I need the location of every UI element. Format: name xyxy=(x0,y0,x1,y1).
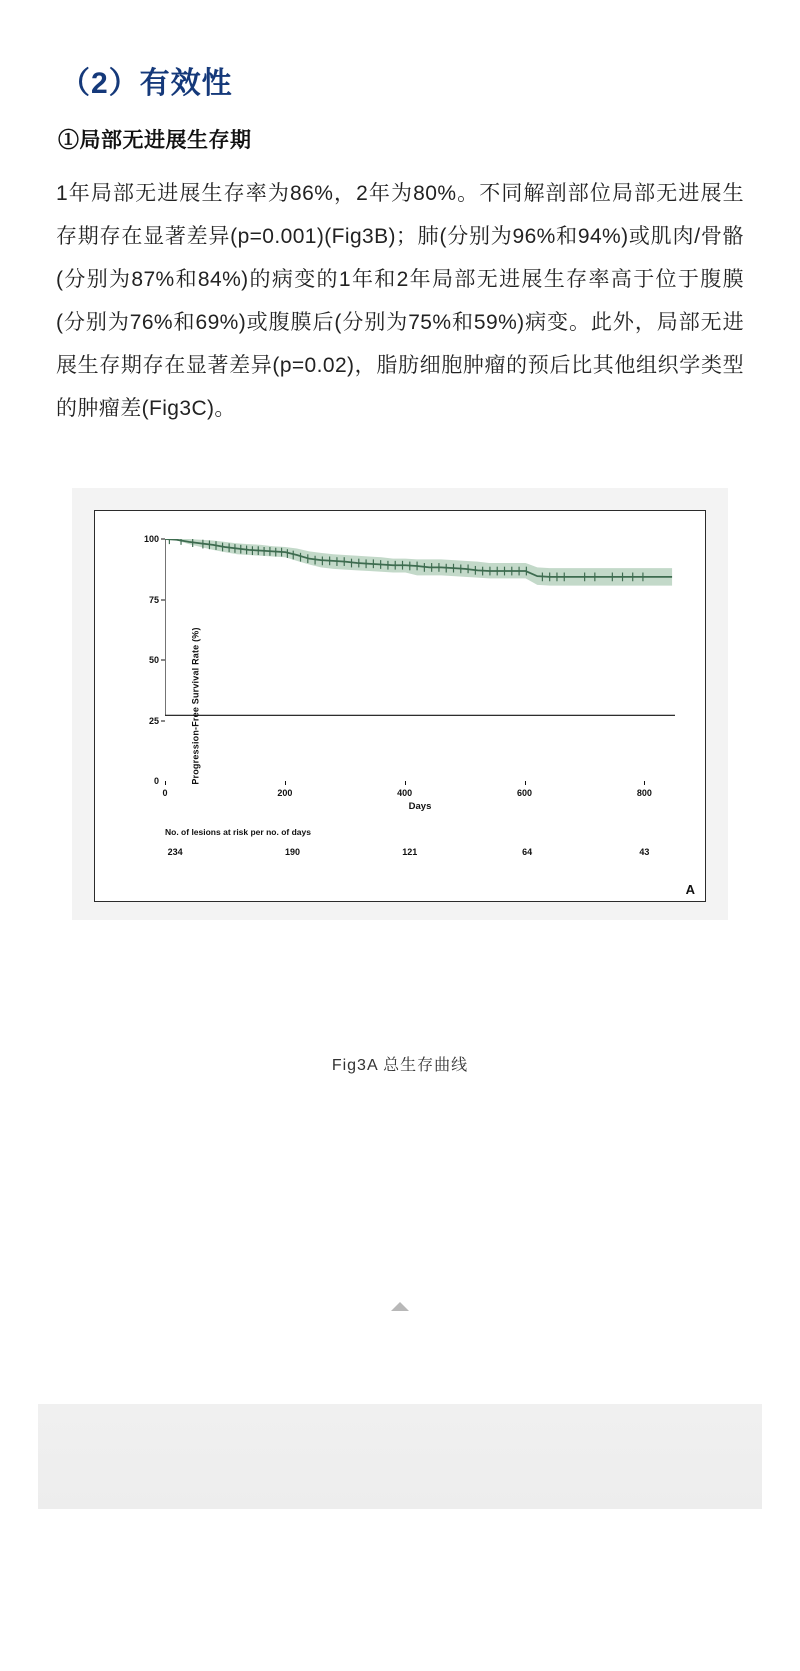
survival-curve-svg xyxy=(165,539,675,715)
y-tick-25: 25 xyxy=(148,715,159,726)
risk-count: 64 xyxy=(522,847,533,858)
x-tickmark xyxy=(644,781,645,785)
risk-table-row xyxy=(165,847,675,861)
x-tick-600: 600 xyxy=(517,788,533,799)
y-tickmark xyxy=(161,539,165,540)
y-tickmark xyxy=(161,599,165,600)
figure-caption: Fig3A 总生存曲线 xyxy=(331,1057,469,1075)
risk-count: 121 xyxy=(402,847,418,858)
risk-count: 190 xyxy=(284,847,301,858)
figure-card xyxy=(72,488,728,920)
sub-section-title: ①局部无进展生存期 xyxy=(58,129,252,152)
y-tick-75: 75 xyxy=(148,594,159,605)
risk-count: 234 xyxy=(167,847,183,858)
chart-plot-area xyxy=(143,534,675,813)
section-title: （2）有效性 xyxy=(60,67,233,100)
y-tickmark xyxy=(161,720,165,721)
x-tickmark xyxy=(285,781,286,785)
figure-container xyxy=(56,488,744,920)
figure-image xyxy=(94,510,706,902)
bottom-placeholder-band xyxy=(38,1404,762,1509)
x-tick-200: 200 xyxy=(277,788,293,799)
y-tick-0: 0 xyxy=(153,776,159,787)
x-tickmark xyxy=(165,781,166,785)
y-axis-label: Progression-Free Survival Rate (%) xyxy=(190,627,201,785)
y-tickmark xyxy=(161,660,165,661)
risk-table-title: No. of lesions at risk per no. of days xyxy=(165,827,311,838)
y-tick-50: 50 xyxy=(148,655,159,666)
x-axis-label: Days xyxy=(408,801,432,813)
collapse-arrow-icon[interactable] xyxy=(391,1302,409,1311)
risk-count: 43 xyxy=(639,847,650,858)
panel-letter: A xyxy=(685,882,695,898)
x-tickmark xyxy=(525,781,526,785)
x-tick-800: 800 xyxy=(636,788,652,799)
x-tick-0: 0 xyxy=(162,788,168,799)
x-tickmark xyxy=(405,781,406,785)
y-tick-100: 100 xyxy=(143,534,159,545)
body-paragraph: 1年局部无进展生存率为86%，2年为80%。不同解剖部位局部无进展生存期存在显著差异(p=0.001)(Fig3B)；肺(分别为96%和94%)或肌肉/骨骼(分别为87%和84%)的病变的1年和2年局部无进展生存率高于位于腹膜(分别为76%和69%)或腹膜后(分别为75%和59%)病变。此外，局部无进展生存期存在显著差异(p=0.02)，脂肪细胞肿瘤的预后比其他组织学类型的肿瘤差(Fig3C)。 xyxy=(56,182,744,421)
x-tick-400: 400 xyxy=(397,788,413,799)
